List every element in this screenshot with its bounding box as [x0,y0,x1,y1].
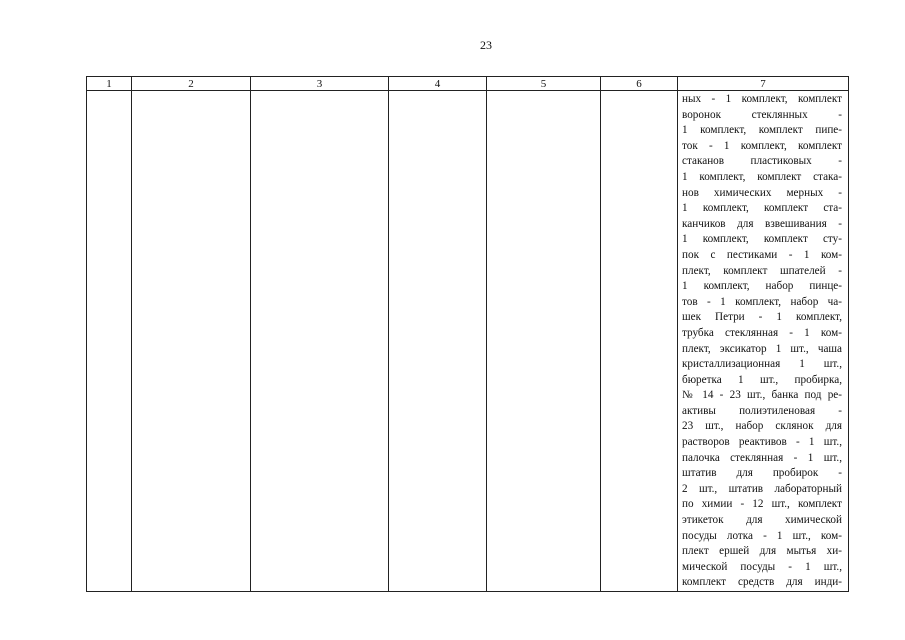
text-line: 1 комплект, комплект стака- [682,170,842,183]
cell-col-2 [132,91,251,592]
equipment-list-text [678,91,845,591]
text-line: этикеток для химической [682,514,842,527]
text-line: 1 комплект, набор пинце- [682,280,842,293]
text-line: ток - 1 комплект, комплект [682,139,842,152]
text-line: тов - 1 комплект, набор ча- [682,295,842,308]
text-line: 2 шт., штатив лабораторный [682,482,842,495]
text-line: бюретка 1 шт., пробирка, [682,373,842,386]
column-header-3: 3 [251,77,389,91]
text-line: воронок стеклянных - [682,108,842,121]
cell-col-7 [678,91,849,592]
cell-col-6 [601,91,678,592]
cell-col-5 [487,91,601,592]
text-line: растворов реактивов - 1 шт., [682,436,842,449]
text-line: стаканов пластиковых - [682,155,842,168]
text-line: № 14 - 23 шт., банка под ре- [682,389,842,402]
text-line: кристаллизационная 1 шт., [682,358,842,371]
column-header-2: 2 [132,77,251,91]
text-line: пок с пестиками - 1 ком- [682,248,842,261]
cell-col-3 [251,91,389,592]
column-number-row [87,77,849,91]
text-line: активы полиэтиленовая - [682,404,842,417]
column-header-5: 5 [487,77,601,91]
column-header-4: 4 [389,77,487,91]
text-line: 23 шт., набор склянок для [682,420,842,433]
text-line: канчиков для взвешивания - [682,217,842,230]
text-line: 1 комплект, комплект сту- [682,233,842,246]
text-line: нов химических мерных - [682,186,842,199]
text-line: шек Петри - 1 комплект, [682,311,842,324]
column-header-7: 7 [678,77,849,91]
column-header-1: 1 [87,77,132,91]
text-line: мической посуды - 1 шт., [682,560,842,573]
cell-col-4 [389,91,487,592]
text-line: по химии - 12 шт., комплект [682,498,842,511]
text-line: плект, эксикатор 1 шт., чаша [682,342,842,355]
text-line: трубка стеклянная - 1 ком- [682,326,842,339]
text-line: плект ершей для мытья хи- [682,545,842,558]
cell-col-1 [87,91,132,592]
text-line: штатив для пробирок - [682,467,842,480]
text-line: комплект средств для инди- [682,576,842,589]
document-table [86,76,849,592]
text-line: 1 комплект, комплект пипе- [682,124,842,137]
text-line: посуды лотка - 1 шт., ком- [682,529,842,542]
page-number: 23 [480,38,492,52]
text-line: ных - 1 комплект, комплект [682,93,842,105]
text-line: 1 комплект, комплект ста- [682,202,842,215]
text-line: палочка стеклянная - 1 шт., [682,451,842,464]
table-row [87,91,849,592]
column-header-6: 6 [601,77,678,91]
text-line: плект, комплект шпателей - [682,264,842,277]
